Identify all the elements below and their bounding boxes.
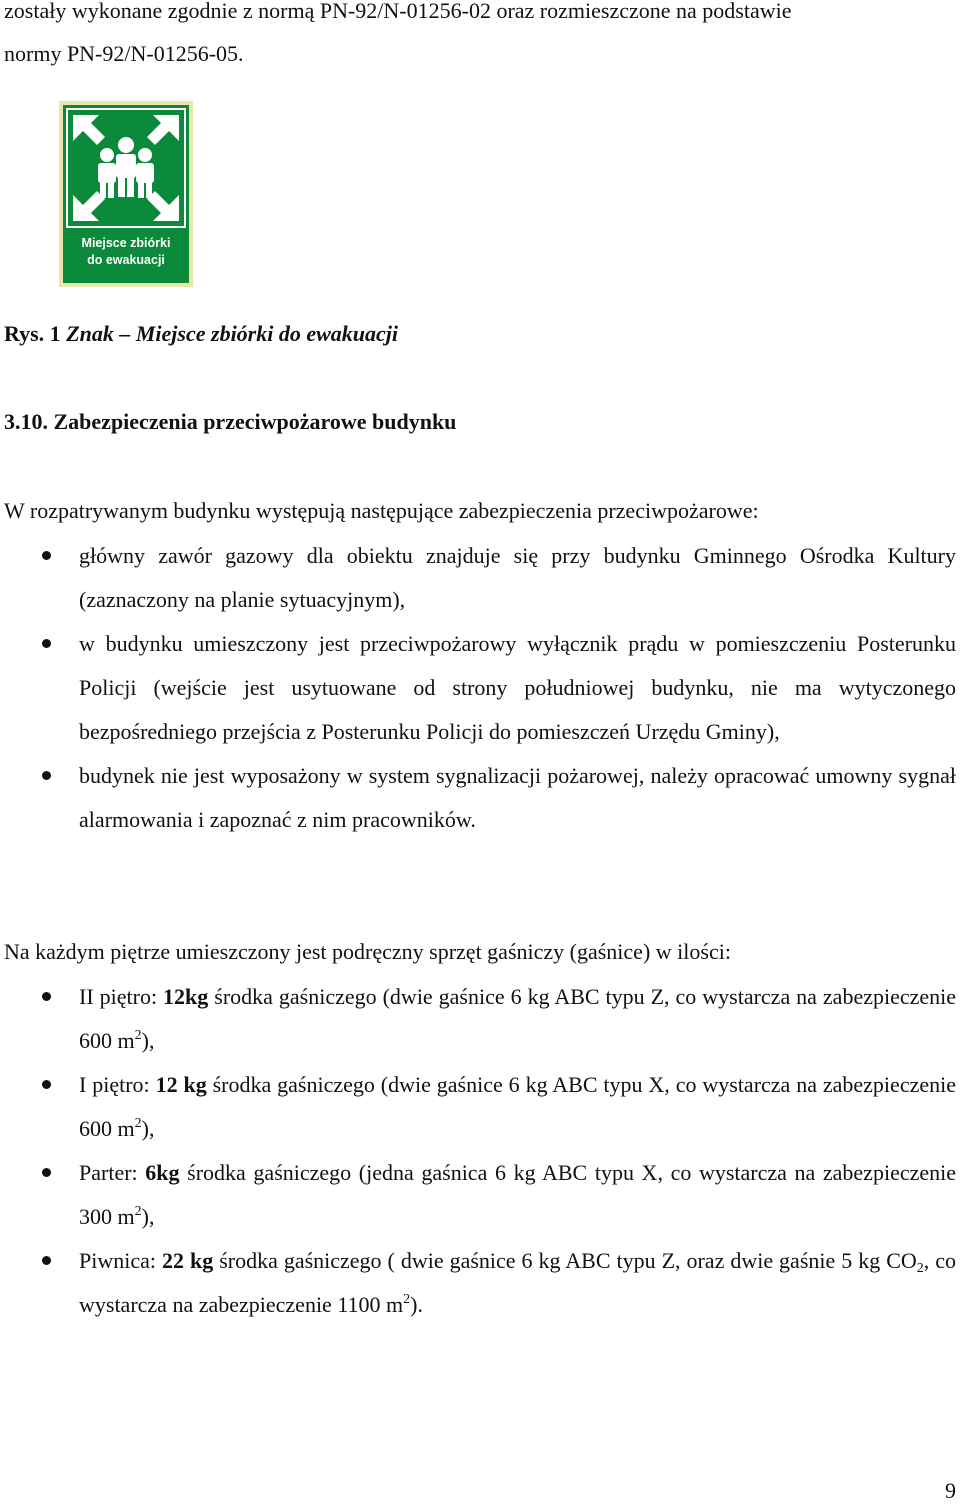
extinguisher-amount: 22 kg (161, 1248, 214, 1273)
extinguisher-amount: 12 kg (155, 1072, 207, 1097)
figure-caption (4, 312, 956, 356)
extinguisher-amount: 6kg (145, 1160, 180, 1185)
sign-text-line-2: do ewakuacji (87, 253, 165, 267)
list-item: Parter: 6kg środka gaśniczego (jedna gaśnica 6 kg ABC typu X, co wystarcza na zabezpieczenie 300 $m^2$), (0, 1151, 956, 1239)
evacuation-assembly-sign (59, 101, 193, 287)
bullet-icon (42, 1256, 51, 1265)
list-item-text: w budynku umieszczony jest przeciwpożarowy wyłącznik prądu w pomieszczeniu Posterunku Policji (wejście jest usytuowane od strony południowej budynku, nie ma wytyczonego bezpośredniego przejścia z Posterunku Policji do pomieszczeń Urzędu Gminy), (79, 631, 956, 744)
list-item-text: główny zawór gazowy dla obiektu znajduje się przy budynku Gminnego Ośrodka Kultury (zaznaczony na planie sytuacyjnym), (79, 543, 956, 612)
section-heading (4, 400, 956, 444)
list-item: I piętro: 12 kg środka gaśniczego (dwie gaśnice 6 kg ABC typu X, co wystarcza na zabezpieczenie 600 $m^2$), (0, 1063, 956, 1151)
bullet-icon (42, 1080, 51, 1089)
paragraph-protections: W rozpatrywanym budynku występują następujące zabezpieczenia przeciwpożarowe: (4, 498, 759, 523)
list-item (0, 754, 956, 842)
intro-line-2: normy PN-92/N-01256-05. (4, 41, 244, 66)
list-item (0, 622, 956, 754)
bullet-icon (42, 639, 51, 648)
figure-caption-label: Rys. 1 (4, 321, 61, 346)
sign-text-line-1: Miejsce zbiórki (81, 236, 171, 250)
bullet-icon (42, 992, 51, 1001)
list-item: II piętro: 12kg środka gaśniczego (dwie gaśnice 6 kg ABC typu Z, co wystarcza na zabezpieczenie 600 $m^2$), (0, 975, 956, 1063)
bullet-icon (42, 771, 51, 780)
section-number: 3.10. (4, 409, 48, 434)
extinguisher-amount: 12kg (163, 984, 209, 1009)
figure-caption-text: Znak – Miejsce zbiórki do ewakuacji (66, 321, 399, 346)
bullet-icon (42, 551, 51, 560)
protections-list (0, 534, 956, 842)
paragraph-extinguishers: Na każdym piętrze umieszczony jest podręczny sprzęt gaśniczy (gaśnice) w ilości: (4, 939, 731, 964)
intro-line-1: zostały wykonane zgodnie z normą PN-92/N-01256-02 oraz rozmieszczone na podstawie (4, 0, 792, 23)
list-item: Piwnica: 22 kg środka gaśniczego ( dwie gaśnice 6 kg ABC typu Z, oraz dwie gaśnie 5 kg $CO_2$, co wystarcza na zabezpieczenie 1100 $m^2$). (0, 1239, 956, 1327)
list-item (0, 534, 956, 622)
bullet-icon (42, 1168, 51, 1177)
section-title: Zabezpieczenia przeciwpożarowe budynku (53, 409, 457, 434)
list-item-text: budynek nie jest wyposażony w system sygnalizacji pożarowej, należy opracować umowny sygnał alarmowania i zapoznać z nim pracowników. (79, 763, 956, 832)
extinguishers-list (0, 975, 956, 1327)
page-number: 9 (945, 1478, 956, 1503)
